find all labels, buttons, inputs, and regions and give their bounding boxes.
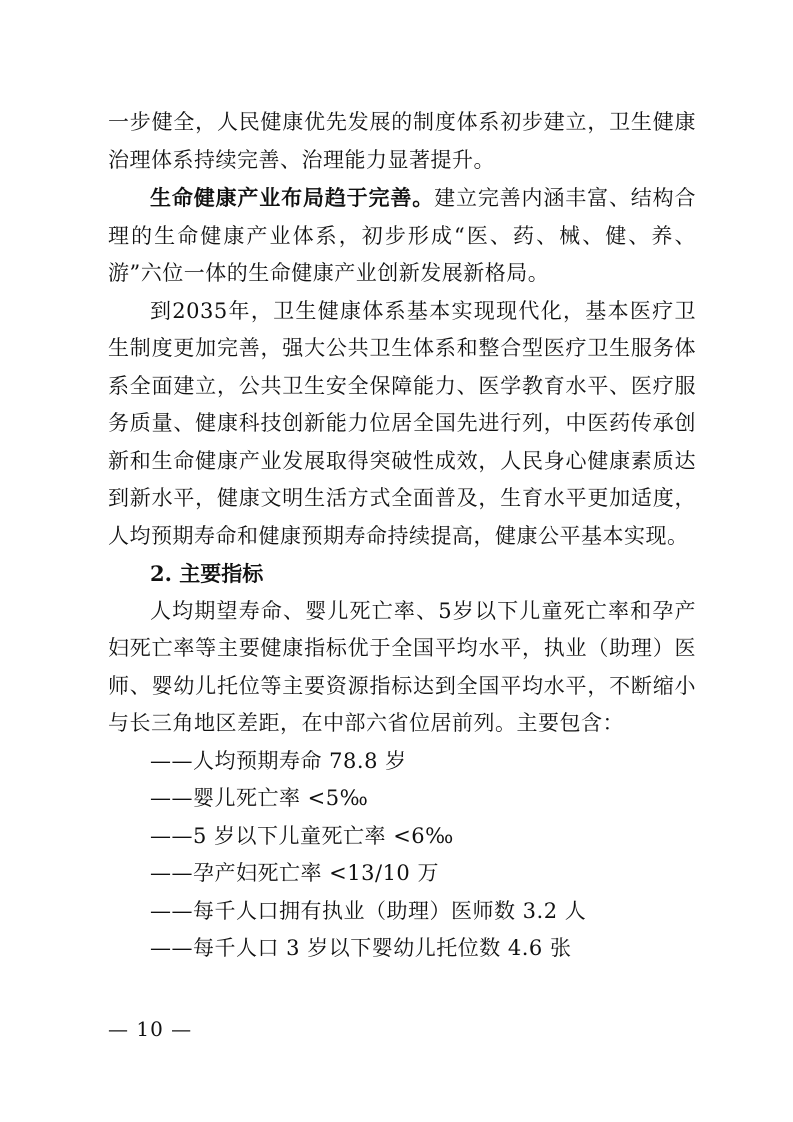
document-page	[108, 104, 696, 968]
paragraph-industry-layout	[108, 179, 696, 293]
industry-layout-heading: 生命健康产业布局趋于完善。	[150, 185, 435, 210]
paragraph-health-system: 一步健全，人民健康优先发展的制度体系初步建立，卫生健康治理体系持续完善、治理能力显著提升。	[108, 110, 696, 172]
indicator-under-five-mortality: ——5 岁以下儿童死亡率 <6‰	[150, 823, 454, 848]
paragraph-2035-goals: 到2035年，卫生健康体系基本实现现代化，基本医疗卫生制度更加完善，强大公共卫生体系和整合型医疗卫生服务体系全面建立，公共卫生安全保障能力、医学教育水平、医疗服务质量、健康科技创新能力位居全国先进行列，中医药传承创新和生命健康产业发展取得突破性成效，人民身心健康素质达到新水平，健康文明生活方式全面普及，生育水平更加适度，人均预期寿命和健康预期寿命持续提高，健康公平基本实现。	[108, 298, 696, 548]
indicator-maternal-mortality: ——孕产妇死亡率 <13/10 万	[150, 861, 439, 885]
section-heading-main-indicators: 2. 主要指标	[150, 561, 264, 586]
page-number: — 10 —	[108, 1017, 193, 1041]
industry-layout-text: 建立完善内涵丰富、结构合理的生命健康产业体系，初步形成“医、药、械、健、养、游”六位一体的生命健康产业创新发展新格局。	[108, 186, 697, 285]
indicator-life-expectancy: ——人均预期寿命 78.8 岁	[150, 748, 407, 773]
indicator-childcare-places: ——每千人口 3 岁以下婴幼儿托位数 4.6 张	[150, 936, 572, 960]
paragraph-indicators-intro: 人均期望寿命、婴儿死亡率、5岁以下儿童死亡率和孕产妇死亡率等主要健康指标优于全国平均水平，执业（助理）医师、婴幼儿托位等主要资源指标达到全国平均水平，不断缩小与长三角地区差距，在中部六省位居前列。主要包含：	[108, 598, 696, 735]
indicator-list	[108, 743, 696, 968]
indicator-infant-mortality: ——婴儿死亡率 <5‰	[150, 786, 369, 810]
indicator-physicians-per-thousand: ——每千人口拥有执业（助理）医师数 3.2 人	[150, 898, 587, 923]
